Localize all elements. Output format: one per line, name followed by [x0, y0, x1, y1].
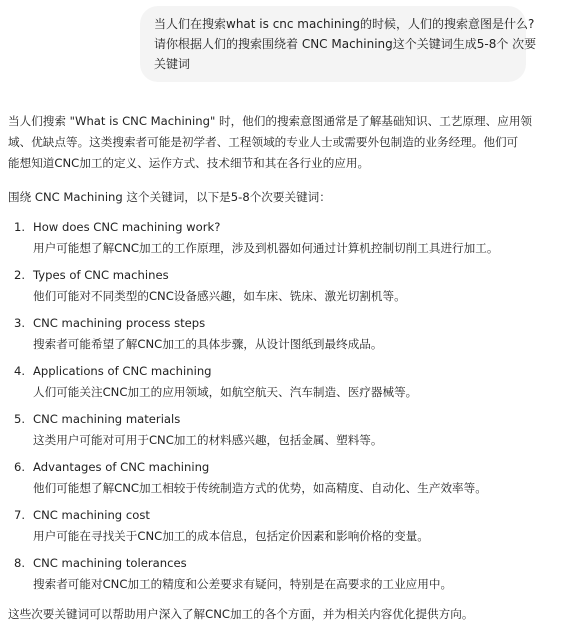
user-message-line: 当人们在搜索what is cnc machining的时候，人们的搜索意图是什么? [154, 17, 535, 31]
keyword-number: 3. [14, 316, 26, 330]
keyword-number: 1. [14, 220, 26, 234]
intro-line: 域、优缺点等。这类搜索者可能是初学者、工程领域的专业人士或需要外包制造的业务经理。他们可 [8, 135, 519, 149]
keyword-number: 2. [14, 268, 26, 282]
keyword-number: 5. [14, 412, 26, 426]
keyword-item [8, 457, 574, 499]
intro-line: 当人们搜索 "What is CNC Machining" 时，他们的搜索意图通常是了解基础知识、工艺原理、应用领 [8, 114, 533, 128]
keyword-description: 用户可能在寻找关于CNC加工的成本信息，包括定价因素和影响价格的变量。 [33, 529, 429, 543]
keyword-description: 他们可能对不同类型的CNC设备感兴趣，如车床、铣床、激光切割机等。 [33, 289, 406, 303]
keyword-item [8, 553, 574, 595]
assistant-response [8, 111, 574, 625]
keyword-description: 搜索者可能希望了解CNC加工的具体步骤，从设计图纸到最终成品。 [33, 337, 383, 351]
keyword-description: 用户可能想了解CNC加工的工作原理，涉及到机器如何通过计算机控制切削工具进行加工。 [33, 241, 499, 255]
keyword-description: 他们可能想了解CNC加工相较于传统制造方式的优势，如高精度、自动化、生产效率等。 [33, 481, 487, 495]
keyword-title: CNC machining process steps [33, 316, 206, 330]
keyword-description: 搜索者可能对CNC加工的精度和公差要求有疑问，特别是在高要求的工业应用中。 [33, 577, 453, 591]
keyword-item [8, 313, 574, 355]
closing-paragraph: 这些次要关键词可以帮助用户深入了解CNC加工的各个方面，并为相关内容优化提供方向。 [8, 607, 474, 621]
keyword-item [8, 265, 574, 307]
keyword-title: Advantages of CNC machining [33, 460, 210, 474]
keyword-item [8, 361, 574, 403]
keyword-title: Applications of CNC machining [33, 364, 212, 378]
keyword-title: Types of CNC machines [33, 268, 169, 282]
keyword-item [8, 505, 574, 547]
keyword-number: 4. [14, 364, 26, 378]
keyword-title: How does CNC machining work? [33, 220, 221, 234]
keyword-number: 6. [14, 460, 26, 474]
keyword-number: 7. [14, 508, 26, 522]
keyword-description: 这类用户可能对可用于CNC加工的材料感兴趣，包括金属、塑料等。 [33, 433, 383, 447]
keyword-description: 人们可能关注CNC加工的应用领域，如航空航天、汽车制造、医疗器械等。 [33, 385, 418, 399]
user-message-bubble [140, 6, 537, 82]
keyword-list [8, 217, 574, 595]
intro-paragraph [8, 111, 574, 174]
keyword-title: CNC machining tolerances [33, 556, 187, 570]
user-message-line: 请你根据人们的搜索围绕着 CNC Machining这个关键词生成5-8个 次要 [154, 37, 537, 51]
keyword-item [8, 217, 574, 259]
keyword-item [8, 409, 574, 451]
intro-line: 能想知道CNC加工的定义、运作方式、技术细节和其在各行业的应用。 [8, 156, 370, 170]
list-intro: 围绕 CNC Machining 这个关键词，以下是5-8个次要关键词： [8, 190, 331, 204]
keyword-number: 8. [14, 556, 26, 570]
user-message-line: 关键词 [154, 57, 191, 71]
keyword-title: CNC machining cost [33, 508, 150, 522]
keyword-title: CNC machining materials [33, 412, 181, 426]
